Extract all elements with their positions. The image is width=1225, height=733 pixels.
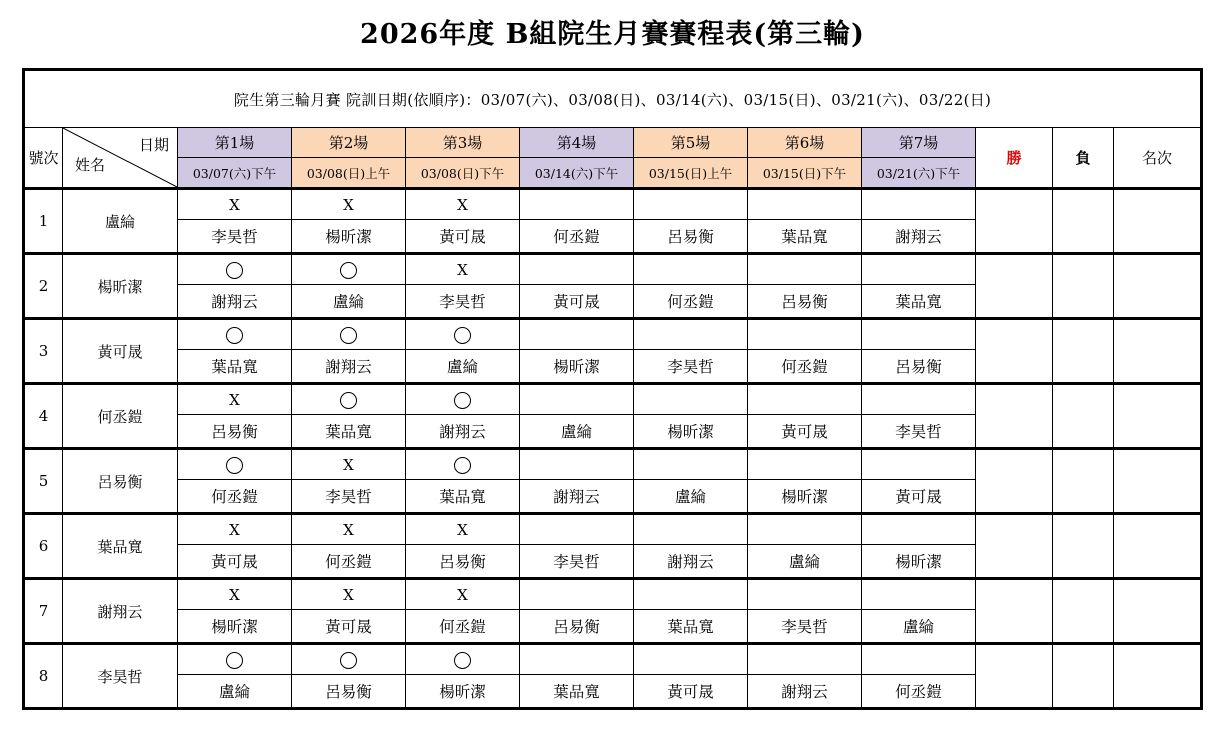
schedule-table [22, 68, 1203, 710]
empty-result-cell [520, 189, 634, 220]
win-count-cell [976, 384, 1053, 449]
opponent-name: 謝翔云 [406, 415, 520, 449]
win-mark-icon [406, 319, 520, 350]
empty-result-cell [520, 254, 634, 285]
loss-count-cell [1053, 449, 1114, 514]
rank-cell [1114, 579, 1202, 644]
circle-icon [226, 327, 243, 344]
round-header-4: 第4場 [520, 128, 634, 158]
loss-mark: X [406, 514, 520, 545]
loss-mark: X [406, 579, 520, 610]
empty-result-cell [748, 449, 862, 480]
player-result-row [24, 254, 1202, 285]
empty-result-cell [520, 319, 634, 350]
opponent-name: 李昊哲 [406, 285, 520, 319]
round-slot-4: 03/14(六)下午 [520, 158, 634, 189]
opponent-name: 李昊哲 [862, 415, 976, 449]
round-header-7: 第7場 [862, 128, 976, 158]
round-slot-5: 03/15(日)上午 [634, 158, 748, 189]
opponent-name: 何丞鎧 [862, 675, 976, 709]
empty-result-cell [748, 254, 862, 285]
opponent-name: 何丞鎧 [634, 285, 748, 319]
opponent-name: 楊昕潔 [178, 610, 292, 644]
player-number: 4 [24, 384, 63, 449]
player-number: 8 [24, 644, 63, 709]
empty-result-cell [634, 579, 748, 610]
win-mark-icon [292, 644, 406, 675]
opponent-name: 謝翔云 [292, 350, 406, 384]
opponent-name: 李昊哲 [748, 610, 862, 644]
round-slot-3: 03/08(日)下午 [406, 158, 520, 189]
opponent-name: 葉品寬 [520, 675, 634, 709]
opponent-name: 葉品寬 [178, 350, 292, 384]
player-number: 2 [24, 254, 63, 319]
win-mark-icon [178, 644, 292, 675]
player-name: 黃可晟 [63, 319, 178, 384]
opponent-name: 呂易衡 [748, 285, 862, 319]
empty-result-cell [748, 514, 862, 545]
opponent-name: 黃可晟 [748, 415, 862, 449]
opponent-name: 何丞鎧 [292, 545, 406, 579]
circle-icon [454, 652, 471, 669]
circle-icon [226, 262, 243, 279]
win-count-cell [976, 514, 1053, 579]
round-slot-1: 03/07(六)下午 [178, 158, 292, 189]
loss-mark: X [178, 579, 292, 610]
opponent-name: 楊昕潔 [748, 480, 862, 514]
circle-icon [340, 392, 357, 409]
opponent-name: 葉品寬 [748, 220, 862, 254]
opponent-name: 呂易衡 [292, 675, 406, 709]
opponent-name: 葉品寬 [862, 285, 976, 319]
opponent-name: 呂易衡 [178, 415, 292, 449]
empty-result-cell [862, 644, 976, 675]
player-result-row [24, 189, 1202, 220]
player-name: 李昊哲 [63, 644, 178, 709]
loss-count-cell [1053, 319, 1114, 384]
diagonal-header-cell [63, 128, 178, 189]
player-number: 6 [24, 514, 63, 579]
round-header-2: 第2場 [292, 128, 406, 158]
empty-result-cell [748, 319, 862, 350]
num-header: 號次 [24, 128, 63, 189]
empty-result-cell [862, 449, 976, 480]
opponent-name: 呂易衡 [520, 610, 634, 644]
opponent-name: 李昊哲 [520, 545, 634, 579]
player-name: 楊昕潔 [63, 254, 178, 319]
opponent-name: 盧綸 [406, 350, 520, 384]
loss-mark: X [292, 579, 406, 610]
schedule-subtitle: 院生第三輪月賽 院訓日期(依順序)：03/07(六)、03/08(日)、03/14(六)、03/15(日)、03/21(六)、03/22(日) [24, 70, 1202, 128]
round-slot-2: 03/08(日)上午 [292, 158, 406, 189]
circle-icon [454, 392, 471, 409]
win-header: 勝 [976, 128, 1053, 189]
empty-result-cell [634, 254, 748, 285]
rank-cell [1114, 514, 1202, 579]
win-count-cell [976, 644, 1053, 709]
circle-icon [340, 327, 357, 344]
opponent-name: 李昊哲 [634, 350, 748, 384]
round-slot-7: 03/21(六)下午 [862, 158, 976, 189]
opponent-name: 楊昕潔 [406, 675, 520, 709]
opponent-name: 楊昕潔 [292, 220, 406, 254]
empty-result-cell [520, 384, 634, 415]
win-mark-icon [178, 319, 292, 350]
rank-cell [1114, 384, 1202, 449]
win-count-cell [976, 254, 1053, 319]
loss-count-cell [1053, 384, 1114, 449]
empty-result-cell [634, 319, 748, 350]
rank-cell [1114, 254, 1202, 319]
empty-result-cell [748, 189, 862, 220]
loss-mark: X [406, 254, 520, 285]
rank-cell [1114, 449, 1202, 514]
loss-count-cell [1053, 644, 1114, 709]
opponent-name: 謝翔云 [748, 675, 862, 709]
opponent-name: 呂易衡 [406, 545, 520, 579]
empty-result-cell [634, 644, 748, 675]
player-result-row [24, 449, 1202, 480]
loss-mark: X [292, 189, 406, 220]
empty-result-cell [748, 384, 862, 415]
player-number: 3 [24, 319, 63, 384]
loss-mark: X [406, 189, 520, 220]
loss-count-cell [1053, 189, 1114, 254]
opponent-name: 何丞鎧 [178, 480, 292, 514]
player-number: 1 [24, 189, 63, 254]
loss-count-cell [1053, 254, 1114, 319]
player-result-row [24, 384, 1202, 415]
empty-result-cell [862, 579, 976, 610]
opponent-name: 謝翔云 [178, 285, 292, 319]
opponent-name: 黃可晟 [178, 545, 292, 579]
opponent-name: 楊昕潔 [634, 415, 748, 449]
opponent-name: 葉品寬 [292, 415, 406, 449]
opponent-name: 黃可晟 [520, 285, 634, 319]
win-mark-icon [406, 384, 520, 415]
player-result-row [24, 579, 1202, 610]
loss-mark: X [178, 514, 292, 545]
opponent-name: 何丞鎧 [406, 610, 520, 644]
opponent-name: 葉品寬 [634, 610, 748, 644]
win-count-cell [976, 319, 1053, 384]
win-count-cell [976, 449, 1053, 514]
page-title: 2026年度 B組院生月賽賽程表(第三輪) [360, 19, 865, 50]
player-name: 何丞鎧 [63, 384, 178, 449]
circle-icon [340, 652, 357, 669]
loss-mark: X [178, 189, 292, 220]
empty-result-cell [634, 384, 748, 415]
empty-result-cell [862, 384, 976, 415]
player-number: 7 [24, 579, 63, 644]
loss-count-cell [1053, 579, 1114, 644]
win-mark-icon [178, 449, 292, 480]
player-result-row [24, 319, 1202, 350]
player-name: 盧綸 [63, 189, 178, 254]
opponent-name: 呂易衡 [862, 350, 976, 384]
rank-cell [1114, 644, 1202, 709]
circle-icon [454, 327, 471, 344]
empty-result-cell [520, 579, 634, 610]
player-name: 葉品寬 [63, 514, 178, 579]
empty-result-cell [520, 449, 634, 480]
win-mark-icon [292, 384, 406, 415]
empty-result-cell [748, 644, 862, 675]
loss-count-cell [1053, 514, 1114, 579]
opponent-name: 呂易衡 [634, 220, 748, 254]
round-header-5: 第5場 [634, 128, 748, 158]
opponent-name: 謝翔云 [634, 545, 748, 579]
opponent-name: 楊昕潔 [520, 350, 634, 384]
opponent-name: 楊昕潔 [862, 545, 976, 579]
loss-mark: X [292, 514, 406, 545]
empty-result-cell [748, 579, 862, 610]
player-result-row [24, 644, 1202, 675]
empty-result-cell [862, 189, 976, 220]
win-mark-icon [406, 644, 520, 675]
empty-result-cell [862, 254, 976, 285]
date-header-label: 日期 [138, 136, 169, 154]
rank-cell [1114, 189, 1202, 254]
player-name: 呂易衡 [63, 449, 178, 514]
opponent-name: 黃可晟 [406, 220, 520, 254]
player-name: 謝翔云 [63, 579, 178, 644]
opponent-name: 盧綸 [634, 480, 748, 514]
opponent-name: 盧綸 [862, 610, 976, 644]
opponent-name: 李昊哲 [178, 220, 292, 254]
win-count-cell [976, 189, 1053, 254]
opponent-name: 謝翔云 [862, 220, 976, 254]
win-count-cell [976, 579, 1053, 644]
empty-result-cell [862, 514, 976, 545]
circle-icon [454, 457, 471, 474]
name-header-label: 姓名 [75, 156, 106, 174]
opponent-name: 黃可晟 [634, 675, 748, 709]
circle-icon [226, 457, 243, 474]
empty-result-cell [634, 514, 748, 545]
opponent-name: 盧綸 [292, 285, 406, 319]
empty-result-cell [520, 644, 634, 675]
loss-mark: X [292, 449, 406, 480]
circle-icon [340, 262, 357, 279]
circle-icon [226, 652, 243, 669]
opponent-name: 謝翔云 [520, 480, 634, 514]
round-slot-6: 03/15(日)下午 [748, 158, 862, 189]
loss-mark: X [178, 384, 292, 415]
win-mark-icon [292, 319, 406, 350]
opponent-name: 盧綸 [748, 545, 862, 579]
win-mark-icon [406, 449, 520, 480]
rank-header: 名次 [1114, 128, 1202, 189]
loss-header: 負 [1053, 128, 1114, 189]
round-header-1: 第1場 [178, 128, 292, 158]
round-header-6: 第6場 [748, 128, 862, 158]
empty-result-cell [862, 319, 976, 350]
player-result-row [24, 514, 1202, 545]
empty-result-cell [520, 514, 634, 545]
opponent-name: 李昊哲 [292, 480, 406, 514]
opponent-name: 盧綸 [178, 675, 292, 709]
win-mark-icon [292, 254, 406, 285]
win-mark-icon [178, 254, 292, 285]
opponent-name: 何丞鎧 [520, 220, 634, 254]
round-header-3: 第3場 [406, 128, 520, 158]
opponent-name: 葉品寬 [406, 480, 520, 514]
player-number: 5 [24, 449, 63, 514]
empty-result-cell [634, 189, 748, 220]
rank-cell [1114, 319, 1202, 384]
opponent-name: 盧綸 [520, 415, 634, 449]
opponent-name: 黃可晟 [862, 480, 976, 514]
opponent-name: 何丞鎧 [748, 350, 862, 384]
empty-result-cell [634, 449, 748, 480]
opponent-name: 黃可晟 [292, 610, 406, 644]
